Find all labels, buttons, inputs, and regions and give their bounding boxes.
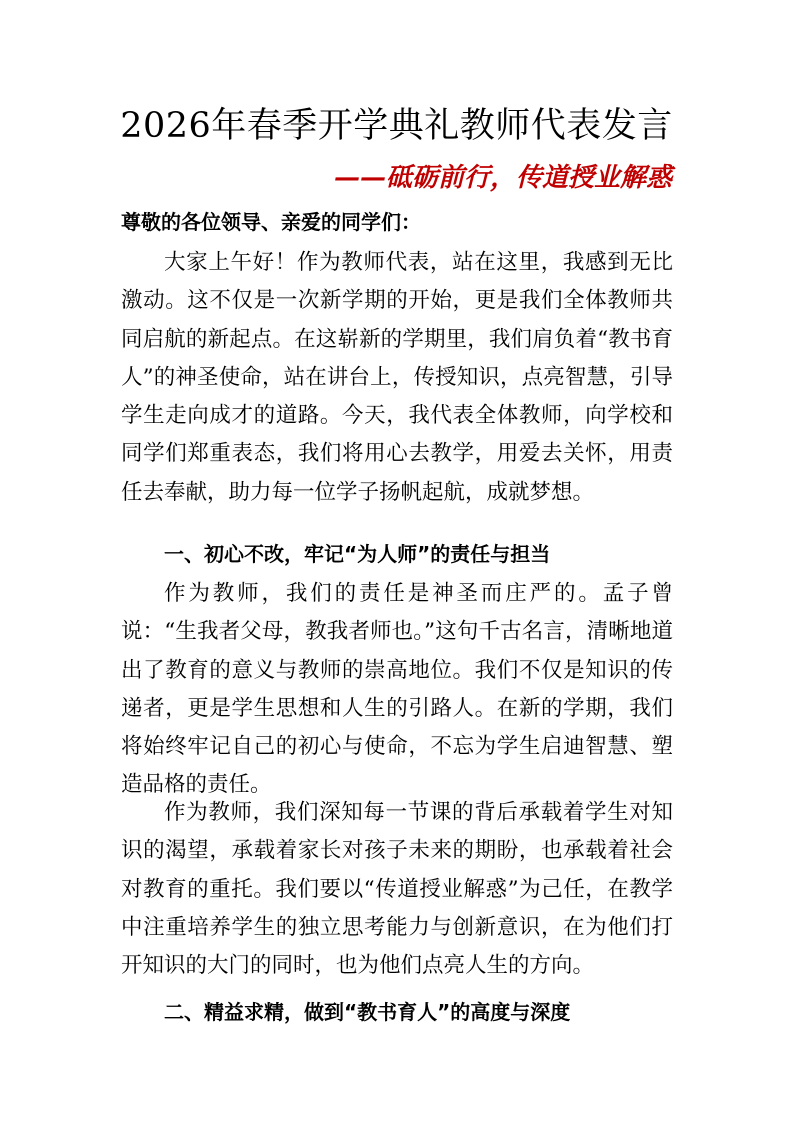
document-subtitle: ——砥砺前行，传道授业解惑 (333, 163, 672, 193)
section-heading-1: 一、初心不改，牢记“为人师”的责任与担当 (164, 542, 551, 566)
paragraph-section-1-a: 作为教师，我们的责任是神圣而庄严的。孟子曾说：“生我者父母，教我者师也。”这句千古名言，清晰地道出了教育的意义与教师的崇高地位。我们不仅是知识的传递者，更是学生思想和人生的引路人。在新的学期，我们将始终牢记自己的初心与使命，不忘为学生启迪智慧、塑造品格的责任。 (121, 581, 673, 798)
document-title: 2026年春季开学典礼教师代表发言 (120, 106, 673, 146)
salutation: 尊敬的各位领导、亲爱的同学们： (121, 210, 421, 234)
paragraph-section-1-b: 作为教师，我们深知每一节课的背后承载着学生对知识的渴望，承载着家长对孩子未来的期盼，也承载着社会对教育的重托。我们要以“传道授业解惑”为己任，在教学中注重培养学生的独立思考能力与创新意识，在为他们打开知识的大门的同时，也为他们点亮人生的方向。 (121, 800, 673, 979)
paragraph-opening: 大家上午好！作为教师代表，站在这里，我感到无比激动。这不仅是一次新学期的开始，更是我们全体教师共同启航的新起点。在这崭新的学期里，我们肩负着“教书育人”的神圣使命，站在讲台上，传授知识，点亮智慧，引导学生走向成才的道路。今天，我代表全体教师，向学校和同学们郑重表态，我们将用心去教学，用爱去关怀，用责任去奉献，助力每一位学子扬帆起航，成就梦想。 (121, 250, 673, 505)
section-heading-2: 二、精益求精，做到“教书育人”的高度与深度 (164, 1000, 571, 1024)
